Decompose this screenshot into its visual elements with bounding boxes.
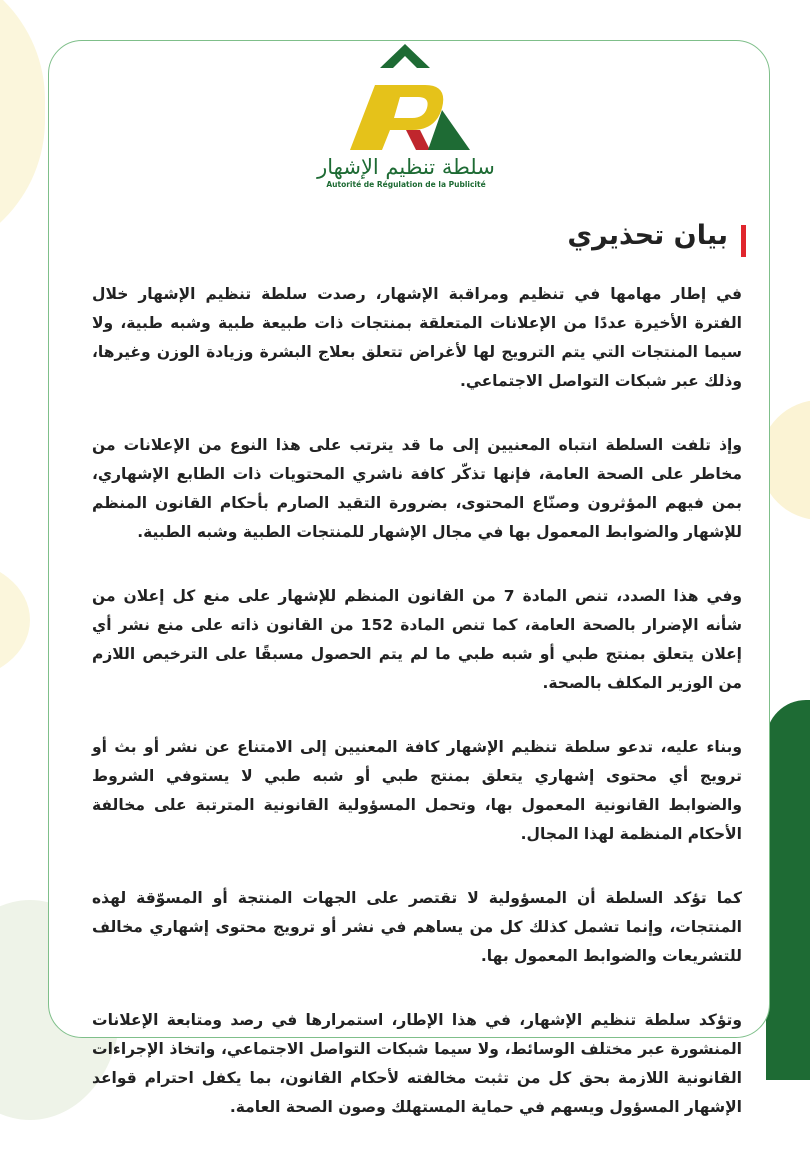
paragraph-3: وفي هذا الصدد، تنص المادة 7 من القانون المنظم للإشهار على منع كل إعلان من شأنه الإضرار بالصحة العامة، كما تنص المادة 152 من القانون ذاته على منع نشر أي إعلان يتعلق بمنتج طبي أو شبه طبي ما لم يتم الحصول مسبقًا على الترخيص اللازم من الوزير المكلف بالصحة.	[92, 587, 742, 692]
paragraph-2: وإذ تلفت السلطة انتباه المعنيين إلى ما قد يترتب على هذا النوع من الإعلانات من مخاطر على الصحة العامة، فإنها تذكّر كافة ناشري المحتويات ذات الطابع الإشهاري، بمن فيهم المؤثرون وصنّاع المحتوى، بضرورة التقيد الصارم بأحكام القانون المنظم للإشهار والضوابط المعمول بها في مجال الإشهار للمنتجات الطبية وشبه الطبية.	[92, 436, 742, 541]
paragraph-1: في إطار مهامها في تنظيم ومراقبة الإشهار، رصدت سلطة تنظيم الإشهار خلال الفترة الأخيرة عددًا من الإعلانات المتعلقة بمنتجات ذات طبيعة طبية وشبه طبية، ولا سيما المنتجات التي يتم الترويج لها لأغراض تتعلق بعلاج البشرة وزيادة الوزن وغيرها، وذلك عبر شبكات التواصل الاجتماعي.	[92, 285, 742, 390]
logo-arabic-name: سلطة تنظيم الإشهار	[317, 155, 495, 179]
decor-yellow-shape-left	[0, 560, 30, 680]
logo-french-name: Autorité de Régulation de la Publicité	[326, 180, 486, 189]
title-accent-bar	[741, 225, 746, 257]
statement-body	[92, 280, 742, 1157]
page-title: بيان تحذيري	[567, 220, 728, 251]
paragraph-6: وتؤكد سلطة تنظيم الإشهار، في هذا الإطار، استمرارها في رصد ومتابعة الإعلانات المنشورة عبر مختلف الوسائط، ولا سيما شبكات التواصل الاجتماعي، واتخاذ الإجراءات القانونية اللازمة بحق كل من تثبت مخالفته لأحكام القانون، بما يكفل احترام قواعد الإشهار المسؤول ويسهم في حماية المستهلك وصون الصحة العامة.	[92, 1011, 742, 1116]
decor-yellow-shape-top-left	[0, 0, 45, 260]
paragraph-5: كما تؤكد السلطة أن المسؤولية لا تقتصر على الجهات المنتجة أو المسوّقة لهذه المنتجات، وإنما تشمل كذلك كل من يساهم في نشر أو ترويج محتوى إشهاري مخالف للتشريعات والضوابط المعمول بها.	[92, 889, 742, 965]
paragraph-4: وبناء عليه، تدعو سلطة تنظيم الإشهار كافة المعنيين إلى الامتناع عن نشر أو بث أو ترويج أي محتوى إشهاري يتعلق بمنتج طبي أو شبه طبي لا يستوفي الشروط والضوابط القانونية المعمول بها، وتحمل المسؤولية القانونية المترتبة على مخالفة الأحكام المنظمة لهذا المجال.	[92, 738, 742, 843]
decor-green-bar-right	[766, 700, 810, 1080]
